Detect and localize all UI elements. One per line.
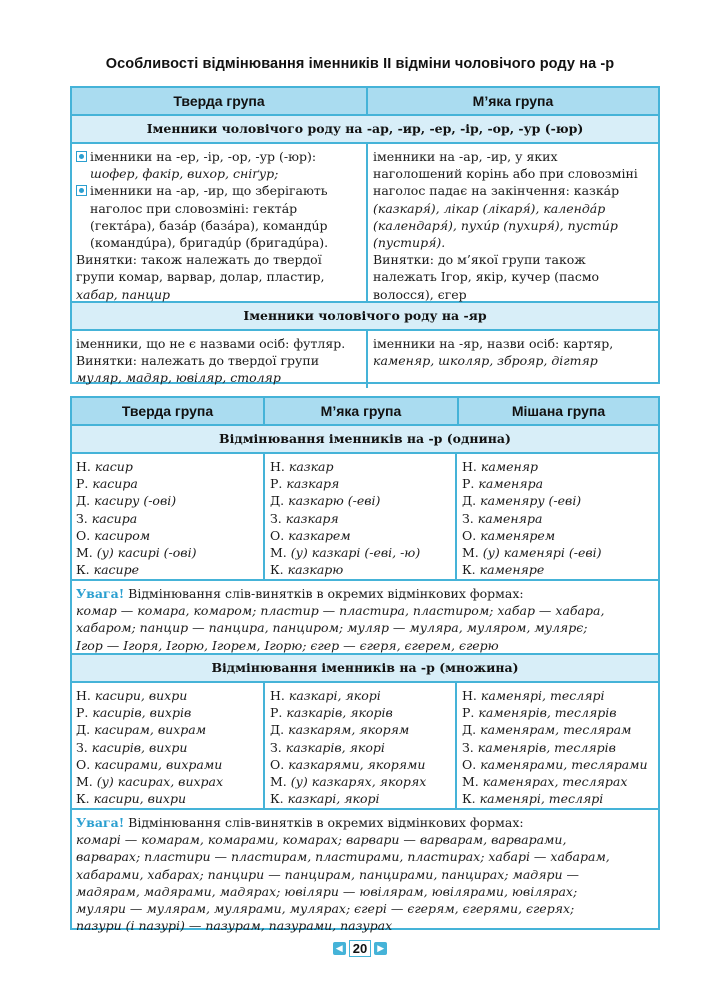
pl-soft-column: Н. казкарі, якорі Р. казкарів, якорів Д. казкарям, якорям З. казкарів, якорі О. казкарями, якорями М. (у) казкарях, якорях К. казкарі, якорі bbox=[263, 683, 455, 808]
table-hard-soft-groups bbox=[70, 86, 660, 384]
subheader-plural: Відмінювання іменників на -р (множина) bbox=[72, 653, 658, 681]
col-header-hard: Тверда група bbox=[121, 403, 214, 419]
page-number: 20 bbox=[349, 940, 371, 957]
plural-rows bbox=[72, 681, 658, 808]
cell-hard-rules: іменники на -ер, -ір, -ор, -ур (-юр): шофер, факір, вихор, сніґур; іменники на -ар, -ир, що зберігають наголос при словозміні: гектáр (гектáра), базáр (базáра), командúр (командúра), бригадúр (бригадúра). Винятки: також належать до твердої групи комар, варвар, долар, пластир, хабар, панцир bbox=[76, 149, 329, 302]
prev-page-icon[interactable]: ◀ bbox=[333, 942, 346, 955]
bullet-icon bbox=[76, 185, 87, 196]
bullet-icon bbox=[76, 151, 87, 162]
sg-soft-column: Н. казкар Р. казкаря Д. казкарю (-еві) З. казкаря О. казкарем М. (у) казкарі (-еві, -ю) К. казкарю bbox=[263, 454, 455, 579]
subheader-ar-ir: Іменники чоловічого роду на -ар, -ир, -ер, -ір, -ор, -ур (-юр) bbox=[72, 114, 658, 142]
subheader-yar: Іменники чоловічого роду на -яр bbox=[72, 301, 658, 329]
sg-mixed-column: Н. каменяр Р. каменяра Д. каменяру (-еві) З. каменяра О. каменярем М. (у) каменярі (-еві) К. каменяре bbox=[455, 454, 658, 579]
cell-soft-rules: іменники на -ар, -ир, у яких наголошений корінь або при словозміні наголос падає на закінчення: казкáр (казкаря́), лікар (лікаря́), календáр (календаря́), пухúр (пухиря́), пустúр (пустиря́). Винятки: до м’якої групи також належать Ігор, якір, кучер (пасмо волосся), єгер bbox=[366, 144, 658, 301]
note-singular: Увага! Відмінювання слів-винятків в окремих відмінкових формах: комар — комара, комаром; пластир — пластира, пластиром; хабар — хабара, хабаром; панцир — панцира, панциром; муляр — муляра, муляром, мулярє; Ігор — Ігоря, Ігорю, Ігорем, Ігорю; єгер — єгеря, єгерем, єгерю bbox=[72, 579, 658, 653]
page-number-bar bbox=[0, 940, 720, 958]
col-header-soft: М’яка група bbox=[366, 88, 658, 114]
pl-hard-column: Н. касири, вихри Р. касирів, вихрів Д. касирам, вихрам З. касирів, вихри О. касирами, вихрами М. (у) касирах, вихрах К. касири, вихри bbox=[76, 688, 224, 807]
col-header-mixed: Мішана група bbox=[457, 398, 658, 424]
page-title: Особливості відмінювання іменників ІІ відміни чоловічого роду на -р bbox=[105, 56, 615, 72]
table-declension bbox=[70, 396, 660, 934]
col-header-soft: М’яка група bbox=[263, 398, 457, 424]
note-plural: Увага! Відмінювання слів-винятків в окремих відмінкових формах: комарі — комарам, комарами, комарах; варвари — варварам, варварами, варварах; пластири — пластирам, пластирами, пластирах; хабарі — хабарам, хабарами, хабарах; панцири — панцирам, панцирами, панцирах; мадяри — мадярам, мадярами, мадярах; ювіляри — ювілярам, ювілярами, ювілярах; муляри — мулярам, мулярами, мулярах; єгері — єгерям, єгерями, єгерях; пазури (і пазурі) — пазурам, пазурами, пазурах bbox=[72, 808, 658, 938]
pl-mixed-column: Н. каменярі, теслярі Р. каменярів, теслярів Д. каменярам, теслярам З. каменярів, теслярів О. каменярами, теслярами М. каменярах, теслярах К. каменярі, теслярі bbox=[455, 683, 658, 808]
singular-rows bbox=[72, 452, 658, 579]
cell-hard-yar: іменники, що не є назвами осіб: футляр. Винятки: належать до твердої групи муляр, мадяр, ювіляр, столяр bbox=[76, 336, 346, 386]
cell-soft-yar: іменники на -яр, назви осіб: картяр, каменяр, школяр, зброяр, дігтяр bbox=[366, 331, 658, 388]
sg-hard-column: Н. касир Р. касира Д. касиру (-ові) З. касира О. касиром М. (у) касирі (-ові) К. касире bbox=[76, 459, 197, 578]
subheader-singular: Відмінювання іменників на -р (однина) bbox=[72, 424, 658, 452]
next-page-icon[interactable]: ▶ bbox=[374, 942, 387, 955]
col-header-hard: Тверда група bbox=[173, 93, 265, 109]
